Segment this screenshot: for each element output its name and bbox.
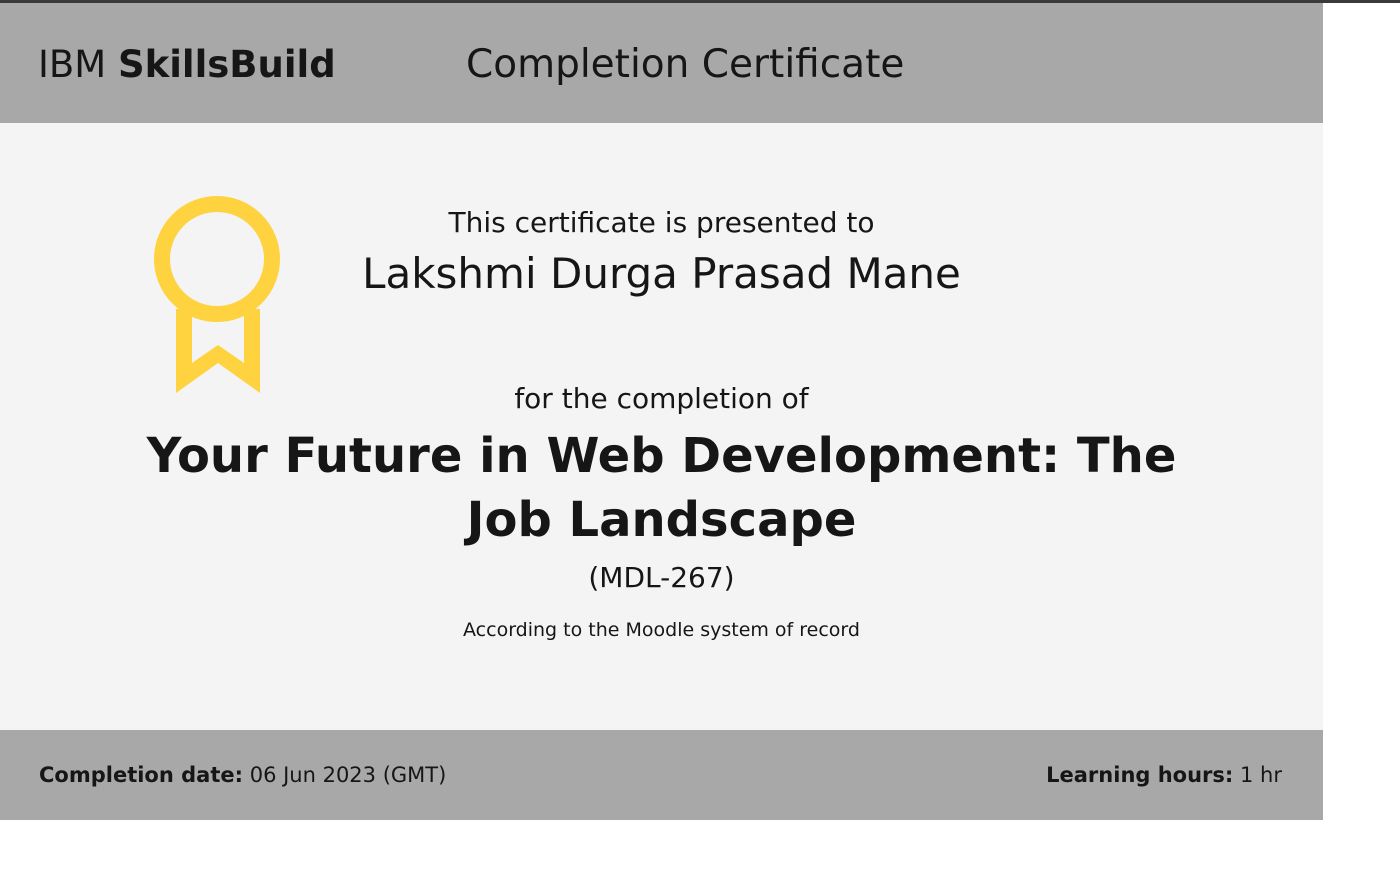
completion-date <box>39 760 446 790</box>
record-note: According to the Moodle system of record <box>463 619 860 641</box>
certificate-title: Completion Certificate <box>466 42 905 87</box>
completion-date-value: 06 Jun 2023 (GMT) <box>249 763 447 787</box>
recipient-name: Lakshmi Durga Prasad Mane <box>362 249 961 298</box>
certificate-header <box>0 3 1323 123</box>
presented-to-text: This certificate is presented to <box>448 206 875 239</box>
learning-hours-value: 1 hr <box>1240 763 1282 787</box>
brand-name: SkillsBuild <box>117 43 336 86</box>
completion-intro-text: for the completion of <box>514 382 809 415</box>
learning-hours-label: Learning hours: <box>1046 763 1234 787</box>
course-title: Your Future in Web Development: The Job Landscape <box>146 428 1177 548</box>
course-code: (MDL-267) <box>588 561 735 594</box>
certificate <box>0 3 1323 820</box>
brand-logo <box>38 41 336 89</box>
learning-hours <box>1046 760 1282 790</box>
certificate-footer <box>0 730 1323 820</box>
brand-prefix: IBM <box>38 43 107 86</box>
completion-date-label: Completion date: <box>39 763 244 787</box>
